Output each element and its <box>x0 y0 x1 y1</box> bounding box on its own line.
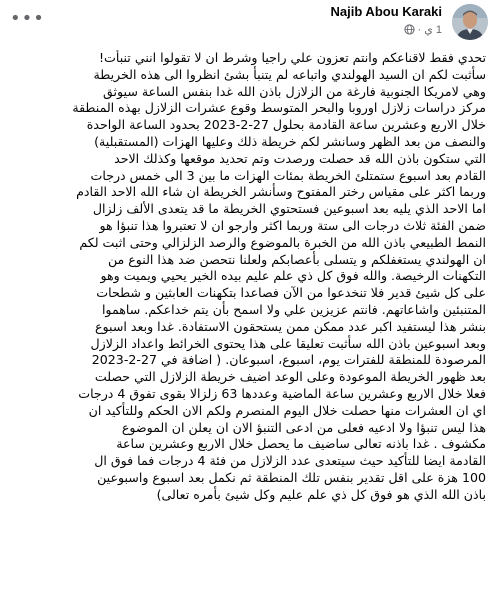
avatar-photo-icon <box>452 4 488 40</box>
more-dots-icon[interactable]: ••• <box>10 8 45 29</box>
post-body: تحدي فقط لاقناعكم وانتم تعزون علي راجيا وشرط ان لا تقولوا انني تنبأت! سأثبت لكم ان السيد الهولندي واتباعه لم يتنبأ بشئ انظروا الى هذه الخريطة وهي لامريكا الجنوبية فارغة من الزلازل باذن الله غدا بنفس الساعة سيوثق مركز دراسات زلازل اوروبا والبحر المتوسط وقوع عشرات الزلازل بهذه المنطقة خلال الاربع وعشرين ساعة القادمة بحلول 27-2-2023 بحدود الساعة الواحدة والنصف من بعد الظهر وسانشر لكم خريطة ذلك وعليها الهزات (المستقبلية) التي ستكون باذن الله قد حصلت ورصدت وتم تحديد موقعها وكذلك الاحد القادم بعد اسبوع ستمتلئ الخريطة بمئات الهزات ما بين 3 الى خمس درجات وربما اكثر على مقياس رختر المفتوح وسأنشر الخريطة ان شاء الله الاحد القادم اما الاحد الذي يليه بعد اسبوعين فستحتوي الخريطة ما قد يتعدى الألف زلزال ضمن الفئة ثلاث درجات الى ستة وربما اكثر وارجو ان لا تعتبروا هذا تنبؤا هو النمط الطبيعي باذن الله من الخبرة بالموضوع والرصد الزلزالي وحتى اثبت لكم ان الهولندي يستغفلكم و يتسلى بأعصابكم ولعلنا نتحصن ضد هذا النوع من التكهنات الرخيصة. والله فوق كل ذي علم عليم بيده الخير يحيي ويميت وهو على كل شيئ قدير فلا تنخدعوا من الآن فصاعدا بتكهنات العابثين و شطحات المتنبئين واشاعاتهم. فانتم عزيزين علي ولا اسمح بأن يتم خداعكم. ساهموا بنشر هذا ليستفيد اكبر عدد ممكن ممن يستحقون الاستفادة. غدا وبعد اسبوع وبعد اسبوعين باذن الله سأثبت تعليقا على هذا يحتوى الخرائط واعداد الزلازل المرصودة للمنطقة للفترات يوم، اسبوع، اسبوعان. ( اضافة في 27-2-2023 بعد ظهور الخريطة الموعودة وعلى الوعد اضيف خريطة الزلازل التي حصلت فعلا خلال الاربع وعشرين ساعة الماضية وعددها 63 زلزالا بقوى تفوق 4 درجات اي ان العشرات منها حصلت خلال اليوم المنصرم ولكم الان الحكم وللتأكيد ان هذا ليس تنبؤا ولا ادعيه فعلى من ادعى التنبؤ الان ان يعلن ان الموضوع مكشوف . غدا باذنه تعالى ساضيف ما يحصل خلال الاربع وعشرين ساعة القادمة ايضا للتأكيد حيث سيتعدى عدد الزلازل من فئة 4 درجات فما فوق ال 100 هزة على اقل تقدير بنفس تلك المنطقة ثم نكمل بعد اسبوع واسبوعين باذن الله الذي هو فوق كل ذي علم عليم وكل شيئ بأمره تعالى) <box>72 50 486 502</box>
author-name[interactable]: Najib Abou Karaki <box>330 4 442 19</box>
post-time[interactable]: 1 ي <box>424 24 442 36</box>
author-avatar[interactable] <box>452 4 488 40</box>
post-meta: 1 ي · <box>404 23 442 36</box>
globe-icon <box>404 24 415 35</box>
post-header <box>0 0 498 44</box>
